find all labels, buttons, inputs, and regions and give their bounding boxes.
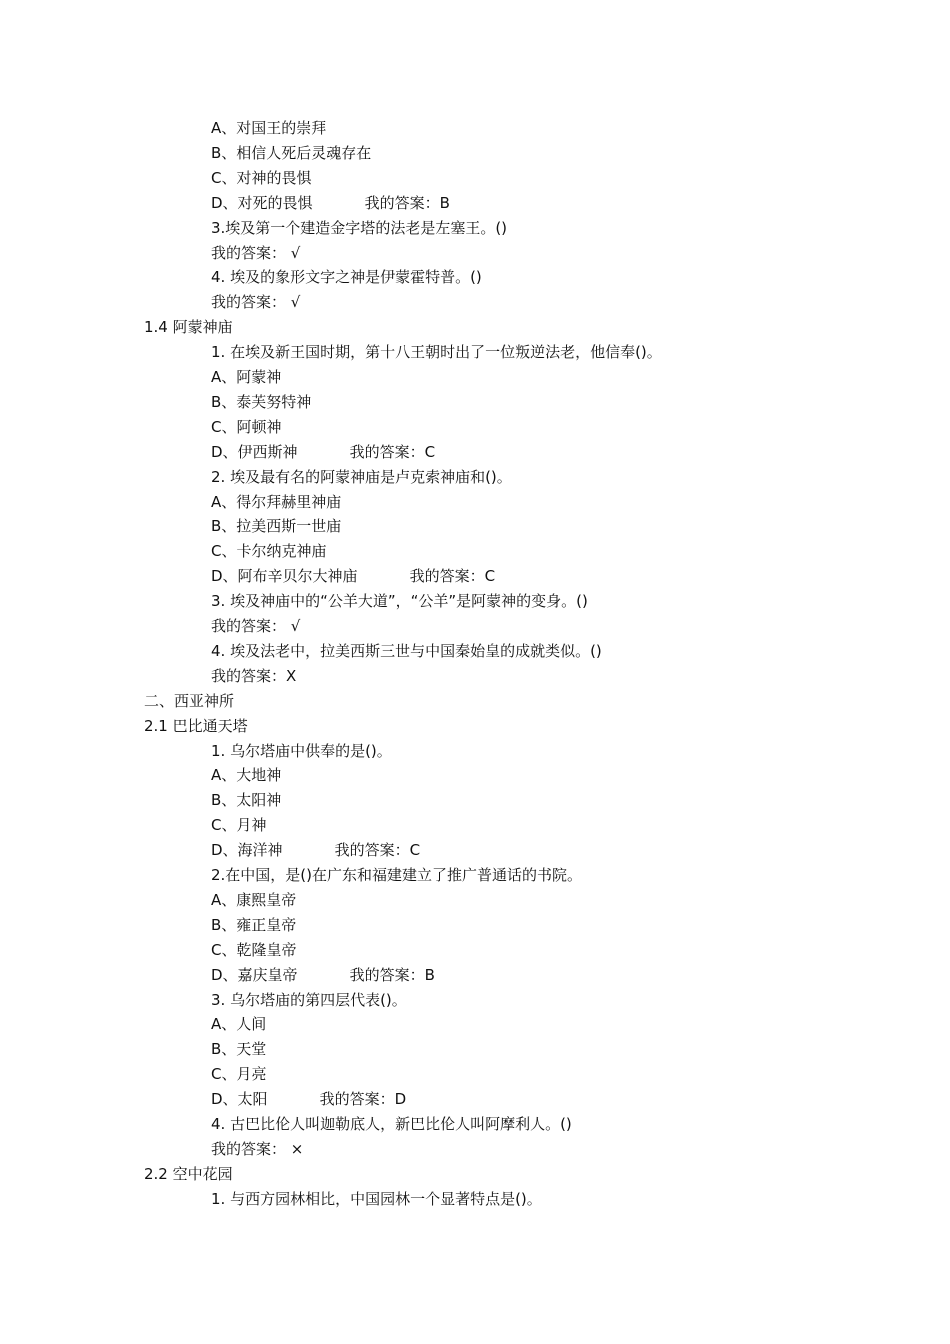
line-text: 4. 古巴比伦人叫迦勒底人，新巴比伦人叫阿摩利人。() xyxy=(211,1115,572,1133)
text-line xyxy=(211,1114,572,1134)
line-text: 3.埃及第一个建造金字塔的法老是左塞王。() xyxy=(211,219,508,237)
line-text: A、康熙皇帝 xyxy=(211,891,297,909)
section-heading xyxy=(144,716,248,736)
line-text: 1.4 阿蒙神庙 xyxy=(144,318,233,336)
text-line xyxy=(211,741,392,761)
line-text: 2. 埃及最有名的阿蒙神庙是卢克索神庙和()。 xyxy=(211,468,512,486)
text-line xyxy=(211,193,450,213)
line-text: 3. 埃及神庙中的“公羊大道”，“公羊”是阿蒙神的变身。() xyxy=(211,592,588,610)
line-text: 我的答案： √ xyxy=(211,244,301,262)
line-text: D、嘉庆皇帝 xyxy=(211,966,298,984)
text-line xyxy=(211,915,296,935)
line-text: 我的答案： √ xyxy=(211,293,301,311)
text-line xyxy=(211,1189,542,1209)
text-line xyxy=(211,417,281,437)
text-line xyxy=(211,118,326,138)
my-answer: 我的答案：C xyxy=(334,841,421,859)
text-line xyxy=(211,815,266,835)
line-text: B、泰芙努特神 xyxy=(211,393,312,411)
text-line xyxy=(211,840,420,860)
line-text: C、阿顿神 xyxy=(211,418,282,436)
my-answer: 我的答案：C xyxy=(349,443,436,461)
line-text: A、大地神 xyxy=(211,766,282,784)
line-text: A、对国王的崇拜 xyxy=(211,119,327,137)
line-text: 2.在中国，是()在广东和福建建立了推广普通话的书院。 xyxy=(211,866,583,884)
text-line xyxy=(211,765,281,785)
text-line xyxy=(211,292,300,312)
line-text: 二、西亚神所 xyxy=(144,692,235,710)
line-text: C、对神的畏惧 xyxy=(211,169,312,187)
line-text: C、月神 xyxy=(211,816,267,834)
text-line xyxy=(211,1064,266,1084)
text-line xyxy=(211,367,281,387)
my-answer: 我的答案：D xyxy=(319,1090,407,1108)
text-line xyxy=(211,566,495,586)
line-text: C、卡尔纳克神庙 xyxy=(211,542,327,560)
section-heading xyxy=(144,1164,233,1184)
text-line xyxy=(211,267,482,287)
line-text: 1. 乌尔塔庙中供奉的是()。 xyxy=(211,742,392,760)
text-line xyxy=(211,218,507,238)
text-line xyxy=(211,492,341,512)
text-line xyxy=(211,990,407,1010)
line-text: 4. 埃及法老中，拉美西斯三世与中国秦始皇的成就类似。() xyxy=(211,642,602,660)
text-line xyxy=(211,965,435,985)
line-text: D、海洋神 xyxy=(211,841,283,859)
line-text: A、人间 xyxy=(211,1015,267,1033)
text-line xyxy=(211,1089,406,1109)
text-line xyxy=(211,591,588,611)
my-answer: 我的答案：B xyxy=(349,966,435,984)
line-text: D、太阳 xyxy=(211,1090,268,1108)
text-line xyxy=(211,865,582,885)
text-line xyxy=(211,243,300,263)
text-line xyxy=(211,1039,266,1059)
line-text: D、阿布辛贝尔大神庙 xyxy=(211,567,358,585)
section-heading xyxy=(144,691,234,711)
text-line xyxy=(211,442,435,462)
line-text: C、月亮 xyxy=(211,1065,267,1083)
line-text: B、天堂 xyxy=(211,1040,267,1058)
line-text: D、伊西斯神 xyxy=(211,443,298,461)
text-line xyxy=(211,168,311,188)
line-text: 4. 埃及的象形文字之神是伊蒙霍特普。() xyxy=(211,268,482,286)
line-text: A、得尔拜赫里神庙 xyxy=(211,493,342,511)
line-text: B、拉美西斯一世庙 xyxy=(211,517,342,535)
text-line xyxy=(211,1139,303,1159)
line-text: B、太阳神 xyxy=(211,791,282,809)
line-text: B、相信人死后灵魂存在 xyxy=(211,144,372,162)
my-answer: 我的答案：B xyxy=(364,194,450,212)
text-line xyxy=(211,890,296,910)
line-text: 1. 在埃及新王国时期，第十八王朝时出了一位叛逆法老，他信奉()。 xyxy=(211,343,662,361)
line-text: C、乾隆皇帝 xyxy=(211,941,297,959)
line-text: D、对死的畏惧 xyxy=(211,194,313,212)
line-text: 我的答案：X xyxy=(211,667,297,685)
text-line xyxy=(211,940,296,960)
my-answer: 我的答案：C xyxy=(409,567,496,585)
text-line xyxy=(211,541,326,561)
line-text: B、雍正皇帝 xyxy=(211,916,297,934)
text-line xyxy=(211,790,281,810)
text-line xyxy=(211,516,341,536)
line-text: 我的答案： √ xyxy=(211,617,301,635)
text-line xyxy=(211,467,512,487)
text-line xyxy=(211,392,311,412)
section-heading xyxy=(144,317,233,337)
text-line xyxy=(211,342,662,362)
text-line xyxy=(211,1014,266,1034)
line-text: 3. 乌尔塔庙的第四层代表()。 xyxy=(211,991,407,1009)
text-line xyxy=(211,666,296,686)
text-line xyxy=(211,616,300,636)
line-text: A、阿蒙神 xyxy=(211,368,282,386)
text-line xyxy=(211,143,371,163)
line-text: 2.2 空中花园 xyxy=(144,1165,233,1183)
line-text: 1. 与西方园林相比，中国园林一个显著特点是()。 xyxy=(211,1190,542,1208)
line-text: 2.1 巴比通天塔 xyxy=(144,717,248,735)
text-line xyxy=(211,641,602,661)
line-text: 我的答案： × xyxy=(211,1140,304,1158)
